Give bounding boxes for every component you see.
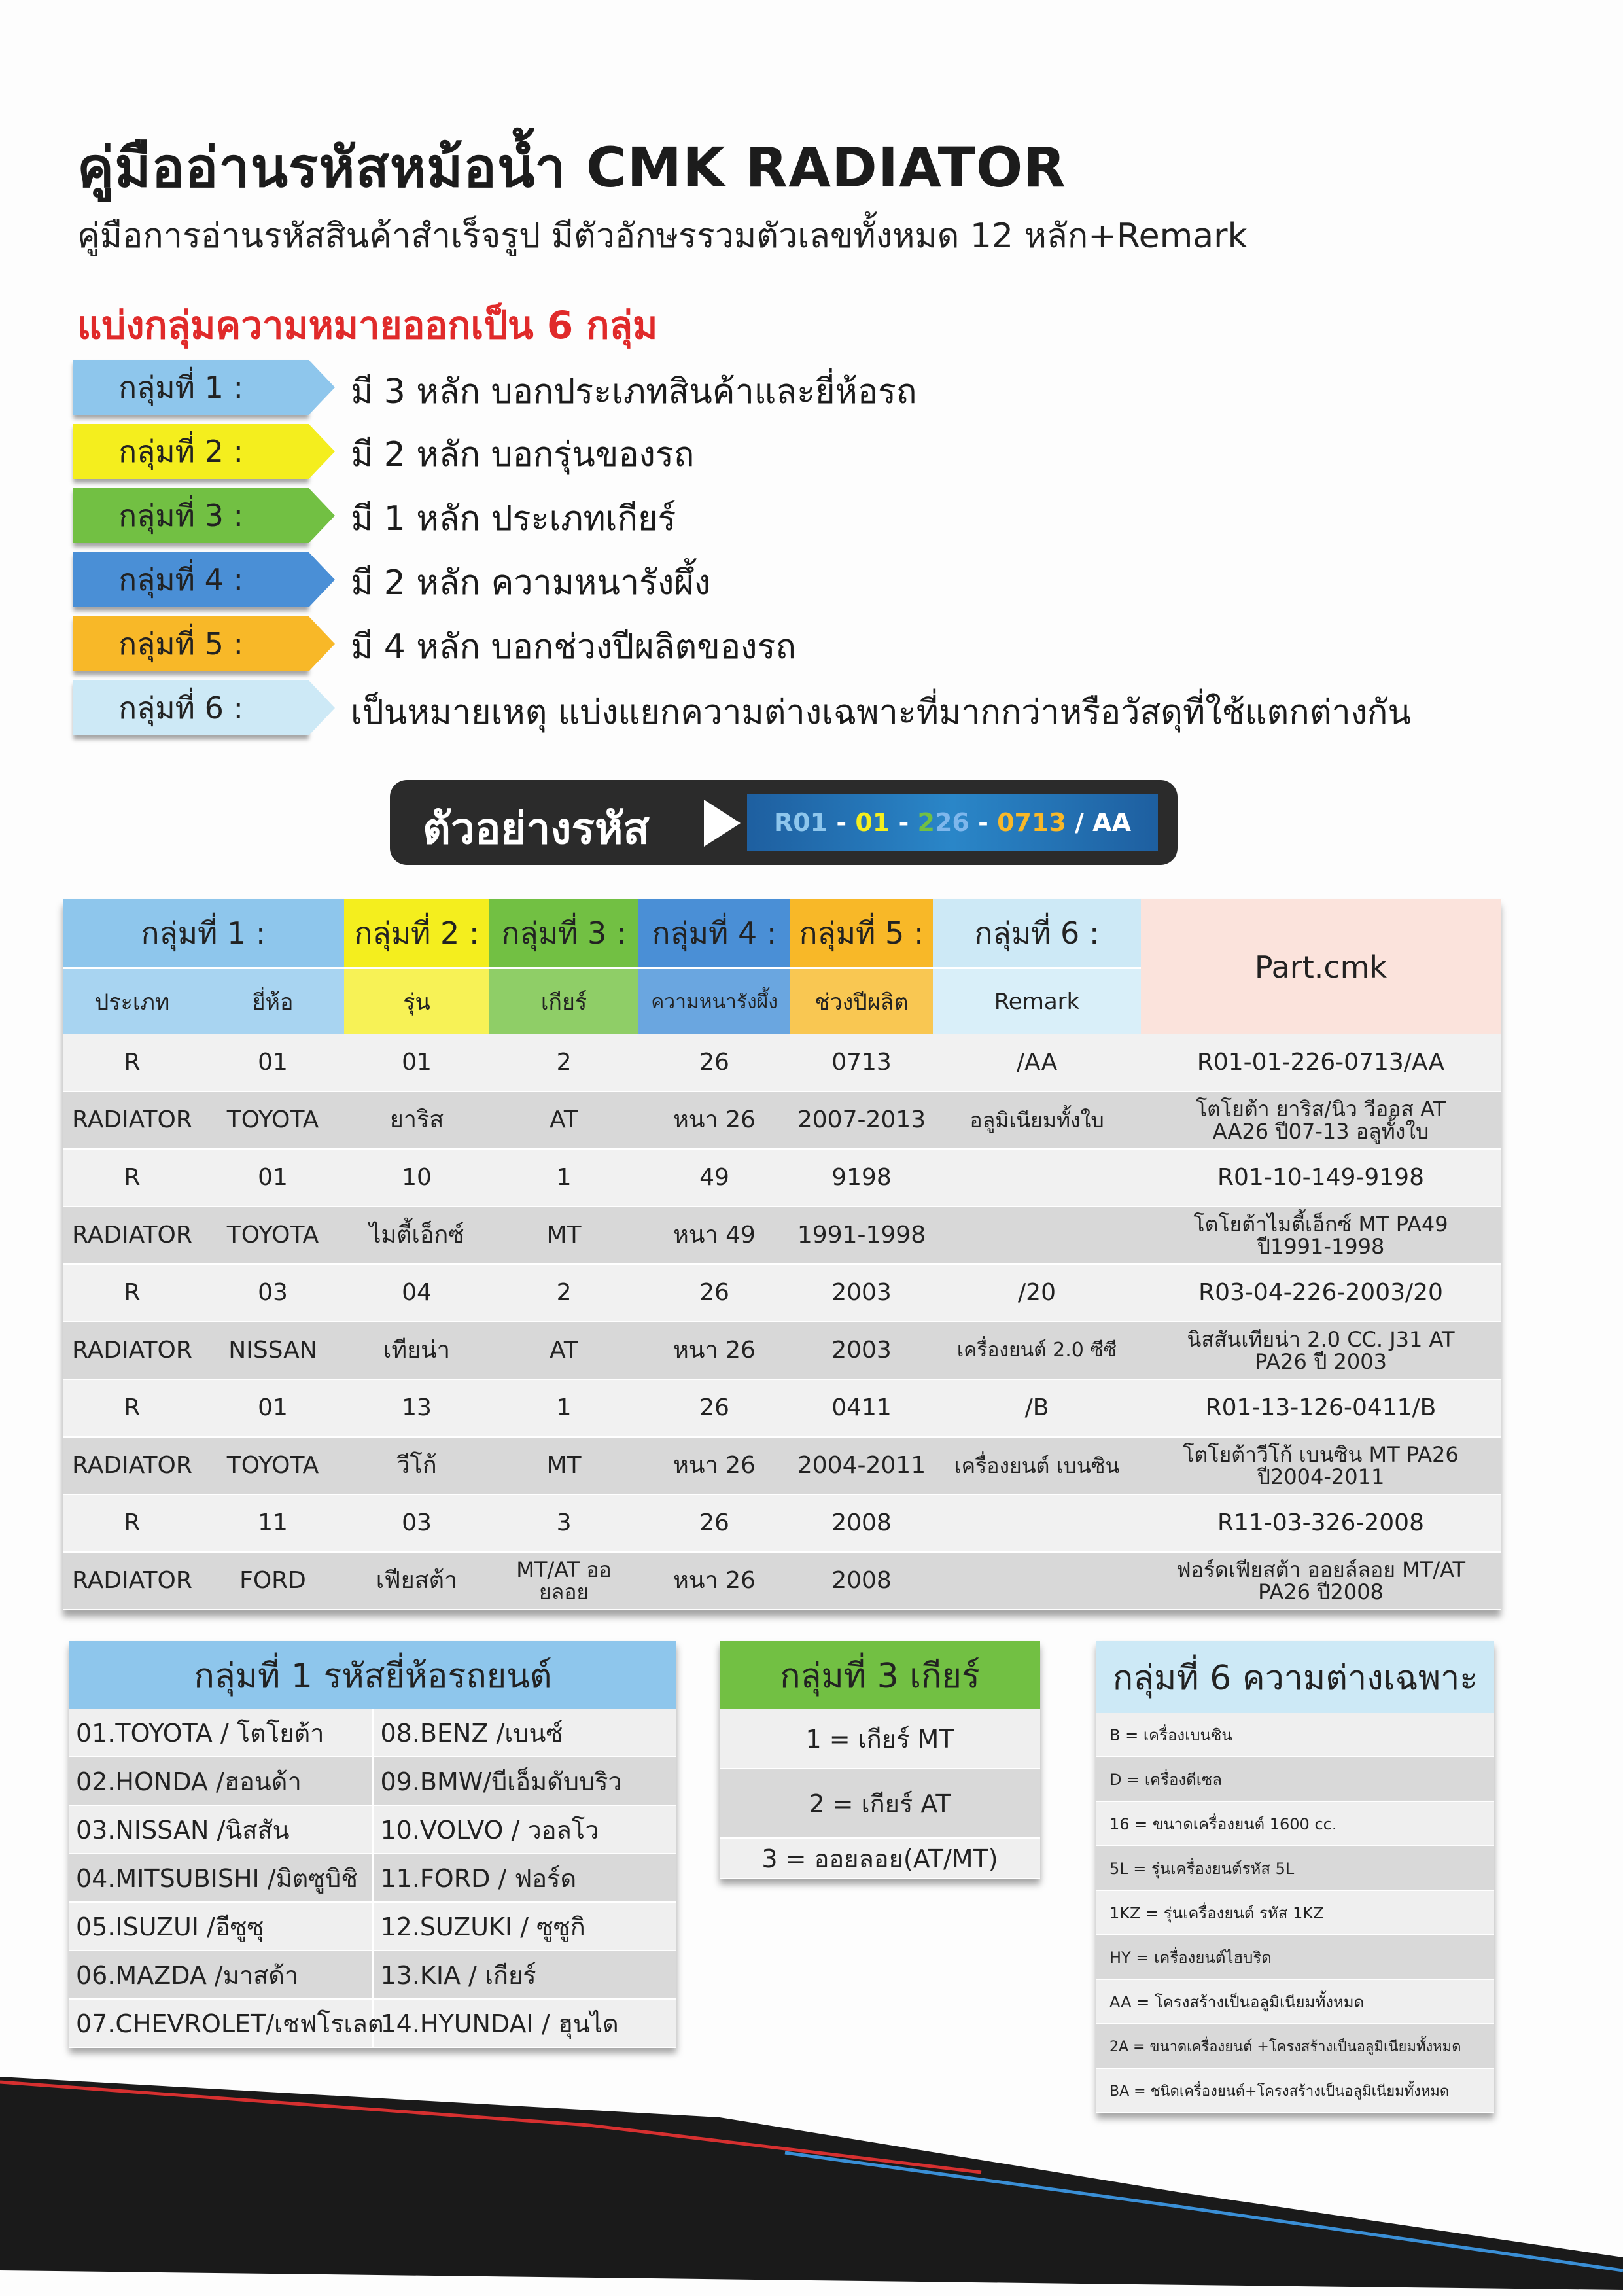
table-cell: ไมตี้เอ็กซ์: [344, 1207, 489, 1264]
table-cell: R: [63, 1264, 201, 1322]
remark-item: BA = ชนิดเครื่องยนต์+โครงสร้างเป็นอลูมิเนียมทั้งหมด: [1096, 2069, 1494, 2113]
brand-item: 05.ISUZUI /อีซูซุ: [69, 1902, 373, 1951]
table-cell: RADIATOR: [63, 1091, 201, 1149]
table-cell: [933, 1207, 1141, 1264]
table-cell: เครื่องยนต์ เบนซิน: [933, 1437, 1141, 1494]
table-cell: MT: [489, 1437, 638, 1494]
gear-codes-title: กลุ่มที่ 3 เกียร์: [720, 1641, 1040, 1709]
group-desc-4: มี 2 หลัก ความหนารังผึ้ง: [351, 563, 711, 603]
col-header-type: ประเภท: [63, 968, 201, 1035]
table-cell: 2004-2011: [790, 1437, 933, 1494]
table-cell: NISSAN: [201, 1322, 344, 1379]
table-cell: 3: [489, 1494, 638, 1552]
groups-heading: แบ่งกลุ่มความหมายออกเป็น 6 กลุ่ม: [77, 303, 658, 347]
gear-item: 2 = เกียร์ AT: [720, 1769, 1040, 1839]
table-cell: TOYOTA: [201, 1437, 344, 1494]
brand-item: 08.BENZ /เบนซ์: [373, 1709, 676, 1757]
table-cell: TOYOTA: [201, 1207, 344, 1264]
table-cell: RADIATOR: [63, 1437, 201, 1494]
group-header-1: กลุ่มที่ 1 :: [63, 899, 344, 968]
remark-item: 1KZ = รุ่นเครื่องยนต์ รหัส 1KZ: [1096, 1891, 1494, 1935]
table-row: [63, 1207, 1501, 1264]
remark-item: D = เครื่องดีเซล: [1096, 1757, 1494, 1802]
table-cell: 03: [201, 1264, 344, 1322]
table-cell: โตโยต้าวีโก้ เบนซิน MT PA26 ปี2004-2011: [1141, 1437, 1501, 1494]
table-cell: เฟียสต้า: [344, 1552, 489, 1610]
table-row: [63, 1379, 1501, 1437]
table-cell: 04: [344, 1264, 489, 1322]
table-cell: [933, 1552, 1141, 1610]
table-cell: 9198: [790, 1149, 933, 1207]
table-cell: 2003: [790, 1264, 933, 1322]
code-part: R01: [773, 808, 828, 837]
example-code-banner: [390, 780, 1178, 865]
table-row: [63, 1034, 1501, 1091]
table-cell: หนา 26: [638, 1091, 790, 1149]
table-cell: 26: [638, 1034, 790, 1091]
brand-item: 04.MITSUBISHI /มิตซูบิชิ: [69, 1854, 373, 1902]
table-cell: /AA: [933, 1034, 1141, 1091]
group-header-2: กลุ่มที่ 2 :: [344, 899, 489, 968]
brand-codes-title: กลุ่มที่ 1 รหัสยี่ห้อรถยนต์: [69, 1641, 676, 1709]
group-desc-2: มี 2 หลัก บอกรุ่นของรถ: [351, 435, 695, 474]
group-desc-3: มี 1 หลัก ประเภทเกียร์: [351, 499, 676, 539]
table-cell: 01: [201, 1034, 344, 1091]
example-code: [747, 794, 1158, 851]
code-example-table: [63, 899, 1501, 1610]
table-cell: 2008: [790, 1494, 933, 1552]
col-header-thickness: ความหนารังผึ้ง: [638, 968, 790, 1035]
table-row: [63, 1149, 1501, 1207]
table-cell: TOYOTA: [201, 1091, 344, 1149]
table-cell: MT: [489, 1207, 638, 1264]
brand-item: 13.KIA / เกียร์: [373, 1951, 676, 1999]
table-cell: ยาริส: [344, 1091, 489, 1149]
code-part: 2: [917, 808, 935, 837]
group-tag-2: กลุ่มที่ 2 :: [73, 424, 309, 479]
table-cell: หนา 26: [638, 1322, 790, 1379]
table-cell: 01: [344, 1034, 489, 1091]
table-cell: เทียน่า: [344, 1322, 489, 1379]
list-item: [69, 1757, 676, 1805]
page-subtitle: คู่มือการอ่านรหัสสินค้าสำเร็จรูป มีตัวอักษรรวมตัวเลขทั้งหมด 12 หลัก+Remark: [77, 217, 1248, 256]
remark-item: B = เครื่องเบนซิน: [1096, 1713, 1494, 1757]
brand-item: 07.CHEVROLET/เชฟโรเลต: [69, 1999, 373, 2047]
part-cmk-header: Part.cmk: [1141, 899, 1501, 1034]
group-desc-6: เป็นหมายเหตุ แบ่งแยกความต่างเฉพาะที่มากกว่าหรือวัสดุที่ใช้แตกต่างกัน: [351, 693, 1412, 732]
gear-codes-box: [720, 1641, 1040, 1879]
brand-codes-box: [69, 1641, 676, 2048]
table-cell: 1: [489, 1379, 638, 1437]
list-item: [69, 1854, 676, 1902]
col-header-year: ช่วงปีผลิต: [790, 968, 933, 1035]
table-cell: 26: [638, 1379, 790, 1437]
table-cell: โตโยต้า ยาริส/นิว วีออส AT AA26 ปี07-13 อลูทั้งใบ: [1141, 1091, 1501, 1149]
code-part: 26: [934, 808, 969, 837]
group-desc-5: มี 4 หลัก บอกช่วงปีผลิตของรถ: [351, 627, 796, 667]
page-title: คู่มืออ่านรหัสหม้อน้ำ CMK RADIATOR: [77, 135, 1066, 200]
remark-codes-title: กลุ่มที่ 6 ความต่างเฉพาะ: [1096, 1641, 1494, 1713]
table-cell: อลูมิเนียมทั้งใบ: [933, 1091, 1141, 1149]
group-tag-4: กลุ่มที่ 4 :: [73, 552, 309, 607]
code-part: -: [890, 808, 918, 837]
table-cell: R01-13-126-0411/B: [1141, 1379, 1501, 1437]
brand-item: 11.FORD / ฟอร์ด: [373, 1854, 676, 1902]
table-cell: 2008: [790, 1552, 933, 1610]
table-cell: RADIATOR: [63, 1207, 201, 1264]
table-row: [63, 1322, 1501, 1379]
table-cell: 10: [344, 1149, 489, 1207]
table-cell: 2003: [790, 1322, 933, 1379]
brand-item: 12.SUZUKI / ซูซูกิ: [373, 1902, 676, 1951]
list-item: [69, 1902, 676, 1951]
table-cell: R: [63, 1379, 201, 1437]
table-cell: 01: [201, 1149, 344, 1207]
table-cell: R11-03-326-2008: [1141, 1494, 1501, 1552]
gear-item: 1 = เกียร์ MT: [720, 1709, 1040, 1769]
table-cell: R03-04-226-2003/20: [1141, 1264, 1501, 1322]
table-cell: [933, 1149, 1141, 1207]
list-item: [69, 1951, 676, 1999]
table-cell: /20: [933, 1264, 1141, 1322]
code-part: 01: [855, 808, 890, 837]
table-cell: โตโยต้าไมตี้เอ็กซ์ MT PA49 ปี1991-1998: [1141, 1207, 1501, 1264]
brand-item: 03.NISSAN /นิสสัน: [69, 1805, 373, 1854]
table-cell: หนา 26: [638, 1437, 790, 1494]
table-cell: เครื่องยนต์ 2.0 ซีซี: [933, 1322, 1141, 1379]
remark-item: AA = โครงสร้างเป็นอลูมิเนียมทั้งหมด: [1096, 1980, 1494, 2024]
table-cell: 2007-2013: [790, 1091, 933, 1149]
table-cell: /B: [933, 1379, 1141, 1437]
remark-item: 16 = ขนาดเครื่องยนต์ 1600 cc.: [1096, 1802, 1494, 1846]
table-cell: 1: [489, 1149, 638, 1207]
table-cell: นิสสันเทียน่า 2.0 CC. J31 AT PA26 ปี 2003: [1141, 1322, 1501, 1379]
table-cell: 2: [489, 1034, 638, 1091]
table-cell: 03: [344, 1494, 489, 1552]
col-header-brand: ยี่ห้อ: [201, 968, 344, 1035]
list-item: [69, 1709, 676, 1757]
col-header-gear: เกียร์: [489, 968, 638, 1035]
group-tag-6: กลุ่มที่ 6 :: [73, 680, 309, 735]
table-cell: FORD: [201, 1552, 344, 1610]
table-cell: 0713: [790, 1034, 933, 1091]
remark-codes-box: [1096, 1641, 1494, 2113]
table-cell: [933, 1494, 1141, 1552]
table-cell: วีโก้: [344, 1437, 489, 1494]
brand-item: 14.HYUNDAI / ฮุนได: [373, 1999, 676, 2047]
group-header-6: กลุ่มที่ 6 :: [933, 899, 1141, 968]
brand-item: 01.TOYOTA / โตโยต้า: [69, 1709, 373, 1757]
brand-item: 10.VOLVO / วอลโว: [373, 1805, 676, 1854]
table-row: [63, 1494, 1501, 1552]
gear-item: 3 = ออยลอย(AT/MT): [720, 1839, 1040, 1879]
table-cell: 1991-1998: [790, 1207, 933, 1264]
brand-item: 02.HONDA /ฮอนด้า: [69, 1757, 373, 1805]
table-cell: 13: [344, 1379, 489, 1437]
group-tag-1: กลุ่มที่ 1 :: [73, 360, 309, 415]
footer-stripes: [0, 2055, 1623, 2296]
table-cell: R: [63, 1149, 201, 1207]
table-row: [63, 1552, 1501, 1610]
group-header-5: กลุ่มที่ 5 :: [790, 899, 933, 968]
table-cell: R01-10-149-9198: [1141, 1149, 1501, 1207]
table-cell: 01: [201, 1379, 344, 1437]
table-cell: หนา 49: [638, 1207, 790, 1264]
table-row: [63, 1091, 1501, 1149]
table-cell: 49: [638, 1149, 790, 1207]
group-tag-3: กลุ่มที่ 3 :: [73, 488, 309, 543]
brand-item: 06.MAZDA /มาสด้า: [69, 1951, 373, 1999]
table-cell: หนา 26: [638, 1552, 790, 1610]
table-cell: AT: [489, 1322, 638, 1379]
table-cell: R: [63, 1494, 201, 1552]
table-cell: 26: [638, 1264, 790, 1322]
table-cell: RADIATOR: [63, 1552, 201, 1610]
col-header-remark: Remark: [933, 968, 1141, 1035]
code-part: / AA: [1066, 808, 1131, 837]
remark-item: 2A = ขนาดเครื่องยนต์ +โครงสร้างเป็นอลูมิเนียมทั้งหมด: [1096, 2024, 1494, 2069]
list-item: [69, 1999, 676, 2047]
table-cell: MT/AT ออยลอย: [489, 1552, 638, 1610]
code-part: -: [828, 808, 856, 837]
table-cell: ฟอร์ดเฟียสต้า ออยล์ลอย MT/AT PA26 ปี2008: [1141, 1552, 1501, 1610]
example-label: ตัวอย่างรหัส: [423, 804, 650, 854]
play-arrow-icon: [704, 800, 741, 847]
group-header-3: กลุ่มที่ 3 :: [489, 899, 638, 968]
group-desc-1: มี 3 หลัก บอกประเภทสินค้าและยี่ห้อรถ: [351, 372, 917, 412]
table-cell: R: [63, 1034, 201, 1091]
remark-item: HY = เครื่องยนต์ไฮบริด: [1096, 1935, 1494, 1980]
group-tag-5: กลุ่มที่ 5 :: [73, 616, 309, 671]
table-cell: AT: [489, 1091, 638, 1149]
table-cell: R01-01-226-0713/AA: [1141, 1034, 1501, 1091]
code-part: 0713: [997, 808, 1066, 837]
list-item: [69, 1805, 676, 1854]
remark-item: 5L = รุ่นเครื่องยนต์รหัส 5L: [1096, 1846, 1494, 1891]
col-header-model: รุ่น: [344, 968, 489, 1035]
group-header-4: กลุ่มที่ 4 :: [638, 899, 790, 968]
table-cell: 11: [201, 1494, 344, 1552]
table-cell: RADIATOR: [63, 1322, 201, 1379]
table-cell: 26: [638, 1494, 790, 1552]
table-cell: 2: [489, 1264, 638, 1322]
brand-item: 09.BMW/บีเอ็มดับบริว: [373, 1757, 676, 1805]
table-row: [63, 1437, 1501, 1494]
table-cell: 0411: [790, 1379, 933, 1437]
code-part: -: [969, 808, 998, 837]
table-row: [63, 1264, 1501, 1322]
